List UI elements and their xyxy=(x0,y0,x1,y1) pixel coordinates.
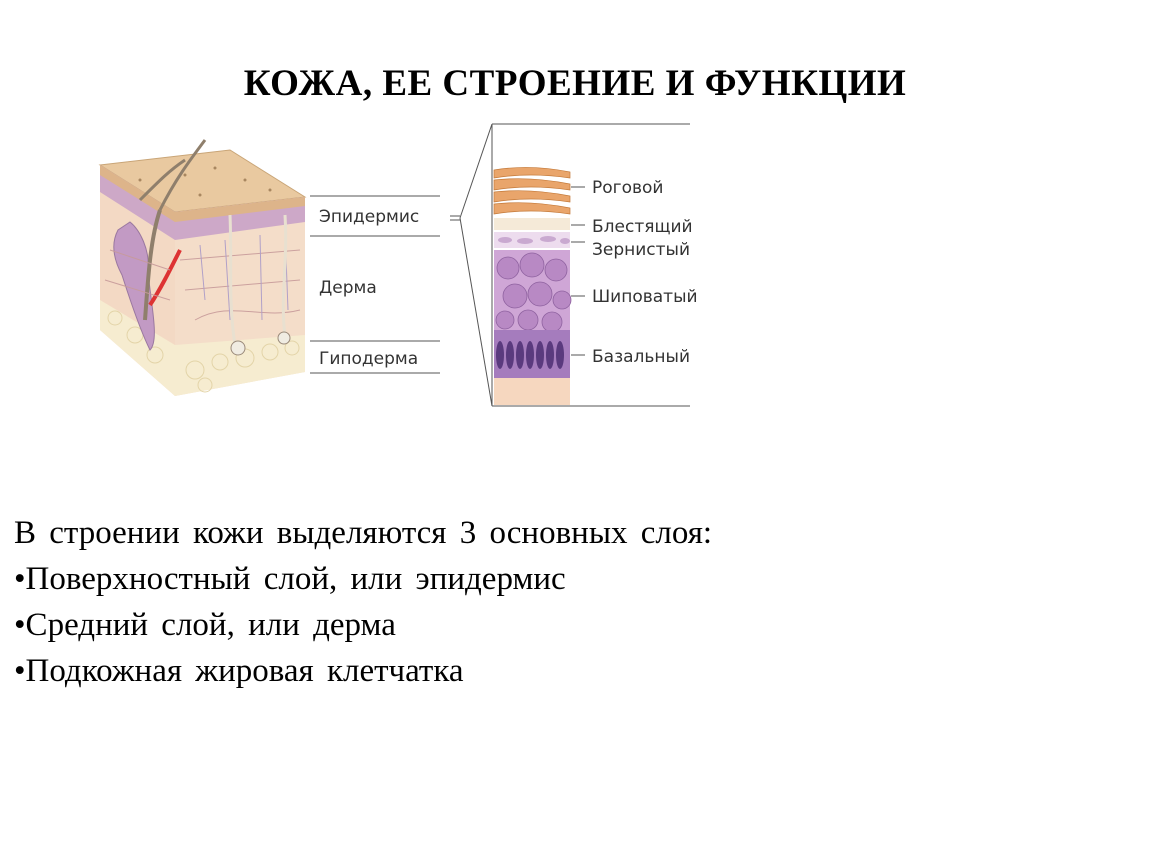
label-epidermis: Эпидермис xyxy=(319,207,420,227)
body-text xyxy=(14,510,1134,694)
bullet-item: •Поверхностный слой, или эпидермис xyxy=(14,561,566,597)
slide-title: КОЖА, ЕЕ СТРОЕНИЕ И ФУНКЦИИ xyxy=(243,63,907,104)
label-dermis: Дерма xyxy=(319,278,377,298)
skin-structure-diagram xyxy=(0,110,1150,420)
bullet-item: •Подкожная жировая клетчатка xyxy=(14,653,464,689)
label-stratum-basale: Базальный xyxy=(592,347,691,367)
label-stratum-lucidum: Блестящий xyxy=(592,217,693,237)
label-stratum-corneum: Роговой xyxy=(592,178,664,198)
label-hypodermis: Гиподерма xyxy=(319,349,419,369)
label-stratum-granulosum: Зернистый xyxy=(592,240,691,260)
intro-line: В строении кожи выделяются 3 основных слоя: xyxy=(14,515,713,551)
label-stratum-spinosum: Шиповатый xyxy=(592,287,698,307)
bullet-item: •Средний слой, или дерма xyxy=(14,607,396,643)
skin-block-illustration xyxy=(100,140,305,396)
